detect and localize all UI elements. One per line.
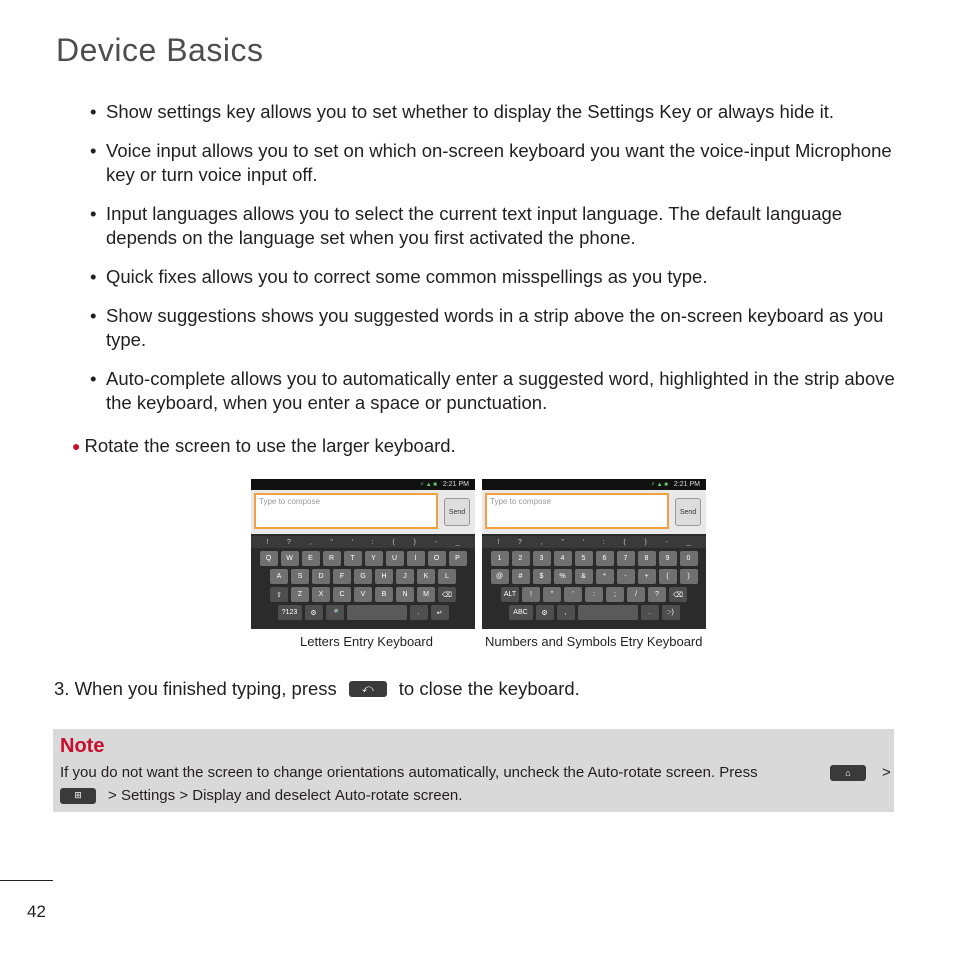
strip-key[interactable]: ' [582, 538, 584, 546]
compose-input[interactable]: Type to compose [254, 493, 438, 529]
strip-key[interactable]: _ [686, 538, 691, 546]
keyboard [482, 548, 706, 626]
strip-key[interactable]: : [602, 538, 605, 546]
send-button[interactable]: Send [675, 498, 701, 526]
note-text-line2 [60, 787, 462, 804]
key[interactable]: D [312, 569, 330, 584]
bullet-dot: • [90, 101, 97, 122]
list-item [88, 304, 908, 352]
key[interactable]: / [627, 587, 645, 602]
tip-marker-icon: ● [72, 438, 81, 454]
backspace-key-icon[interactable]: ⌫ [669, 587, 687, 602]
step-text-suffix: to close the keyboard. [398, 678, 580, 699]
key[interactable]: E [302, 551, 320, 566]
keyboard-row [253, 551, 473, 566]
keyboard-row [484, 605, 704, 620]
key[interactable]: ? [648, 587, 666, 602]
key[interactable]: . [410, 605, 428, 620]
status-time: 2:21 PM [673, 481, 700, 488]
bullet-dot: • [90, 368, 97, 389]
key[interactable]: 9 [659, 551, 677, 566]
note-text: If you do not want the screen to change orientations automatically, uncheck the Auto-rotate screen. Press [60, 764, 758, 781]
key[interactable]: H [375, 569, 393, 584]
bullet-text: allows you to correct some common misspellings as you type. [196, 266, 708, 287]
key[interactable]: ' [564, 587, 582, 602]
tip-text: Rotate the screen to use the larger keyboard. [84, 435, 456, 456]
key[interactable]: 2 [512, 551, 530, 566]
note-end: . [458, 787, 463, 804]
suggestion-strip [482, 536, 706, 548]
list-item [88, 100, 908, 124]
keyboard-row [253, 569, 473, 584]
key[interactable]: M [417, 587, 435, 602]
key[interactable]: X [312, 587, 330, 602]
key[interactable]: , [557, 605, 575, 620]
key[interactable]: 3 [533, 551, 551, 566]
key[interactable]: ) [680, 569, 698, 584]
key[interactable]: - [617, 569, 635, 584]
strip-key[interactable]: : [371, 538, 374, 546]
bullet-term: Input languages [106, 203, 238, 224]
list-item [88, 139, 908, 187]
key[interactable]: P [449, 551, 467, 566]
bullet-term: Voice input [106, 140, 197, 161]
strip-key[interactable]: ( [623, 538, 626, 546]
keyboard-row [484, 551, 704, 566]
tip-line [72, 434, 456, 458]
list-item [88, 265, 908, 289]
space-key[interactable] [347, 605, 407, 620]
space-key[interactable] [578, 605, 638, 620]
note-box [53, 729, 894, 812]
home-key-icon: ⌂ [830, 765, 866, 781]
display-term: Display [192, 787, 242, 804]
key[interactable]: B [375, 587, 393, 602]
key[interactable]: S [291, 569, 309, 584]
bullet-dot: • [90, 305, 97, 326]
strip-key[interactable]: - [434, 538, 437, 546]
key[interactable]: . [641, 605, 659, 620]
key[interactable]: + [638, 569, 656, 584]
bullet-dot: • [90, 203, 97, 224]
page-number: 42 [27, 902, 46, 921]
key[interactable]: N [396, 587, 414, 602]
key[interactable]: K [417, 569, 435, 584]
strip-key[interactable]: ? [287, 538, 291, 546]
compose-input[interactable]: Type to compose [485, 493, 669, 529]
symbols-key[interactable]: ?123 [278, 605, 302, 620]
strip-key[interactable]: , [309, 538, 312, 546]
status-bar [482, 479, 706, 490]
numbers-keyboard-screenshot [482, 479, 706, 629]
key[interactable]: G [354, 569, 372, 584]
strip-key[interactable]: ! [497, 538, 500, 546]
strip-key[interactable]: ' [351, 538, 353, 546]
smiley-key[interactable]: :-) [662, 605, 680, 620]
key[interactable]: % [554, 569, 572, 584]
status-icons: ⚡ ▲ ■ [419, 482, 437, 488]
compose-area [251, 490, 475, 534]
list-item [88, 202, 908, 250]
key[interactable]: 1 [491, 551, 509, 566]
key[interactable]: 8 [638, 551, 656, 566]
status-bar [251, 479, 475, 490]
key[interactable]: @ [491, 569, 509, 584]
bullet-dot: • [90, 140, 97, 161]
key[interactable]: " [543, 587, 561, 602]
key[interactable]: Z [291, 587, 309, 602]
key[interactable]: Y [365, 551, 383, 566]
strip-key[interactable]: ) [644, 538, 647, 546]
key[interactable]: : [585, 587, 603, 602]
key[interactable]: L [438, 569, 456, 584]
keyboard [251, 548, 475, 626]
keyboard-row [253, 605, 473, 620]
alt-key[interactable]: ALT [501, 587, 519, 602]
key[interactable]: O [428, 551, 446, 566]
step-3 [54, 677, 580, 701]
settings-key-icon[interactable]: ⚙ [536, 605, 554, 620]
send-button[interactable]: Send [444, 498, 470, 526]
key[interactable]: Q [260, 551, 278, 566]
bullet-term: Auto-complete [106, 368, 226, 389]
key[interactable]: ( [659, 569, 677, 584]
strip-key[interactable]: " [561, 538, 564, 546]
key[interactable]: ! [522, 587, 540, 602]
strip-key[interactable]: _ [455, 538, 460, 546]
key[interactable]: 5 [575, 551, 593, 566]
key[interactable]: * [596, 569, 614, 584]
list-item [88, 367, 908, 415]
key[interactable]: # [512, 569, 530, 584]
keyboard-row [484, 587, 704, 602]
footer-rule [0, 880, 53, 881]
key[interactable]: T [344, 551, 362, 566]
key[interactable]: I [407, 551, 425, 566]
key[interactable]: $ [533, 569, 551, 584]
bullet-term: Show settings key [106, 101, 256, 122]
menu-key-icon: ⊞ [60, 788, 96, 804]
separator: > [179, 787, 189, 804]
page-title: Device Basics [56, 32, 264, 68]
key[interactable]: U [386, 551, 404, 566]
abc-key[interactable]: ABC [509, 605, 533, 620]
key[interactable]: R [323, 551, 341, 566]
bullet-dot: • [90, 266, 97, 287]
bullet-text: shows you suggested words in a strip above the on-screen keyboard as you type. [106, 305, 884, 350]
settings-bullet-list [88, 100, 908, 430]
key[interactable]: W [281, 551, 299, 566]
status-icons: ⚡ ▲ ■ [650, 482, 668, 488]
strip-key[interactable]: , [540, 538, 543, 546]
suggestion-strip [251, 536, 475, 548]
bullet-text: allows you to automatically enter a suggested word, highlighted in the strip above the keyboard, when you enter a space or punctuation. [106, 368, 895, 413]
letters-keyboard-screenshot [251, 479, 475, 629]
status-time: 2:21 PM [442, 481, 469, 488]
enter-key-icon[interactable]: ↵ [431, 605, 449, 620]
key[interactable]: 6 [596, 551, 614, 566]
key[interactable]: 7 [617, 551, 635, 566]
bullet-text: allows you to set on which on-screen keyboard you want the voice-input Microphone key or turn voice input off. [106, 140, 892, 185]
key[interactable]: F [333, 569, 351, 584]
auto-rotate-term: Auto-rotate screen [334, 787, 459, 804]
shift-key-icon[interactable]: ⇧ [270, 587, 288, 602]
letters-keyboard-caption: Letters Entry Keyboard [300, 634, 433, 649]
separator: > [882, 764, 891, 781]
back-key-icon: ⤺ [349, 681, 387, 697]
bullet-term: Show suggestions [106, 305, 257, 326]
bullet-term: Quick fixes [106, 266, 197, 287]
strip-key[interactable]: ? [518, 538, 522, 546]
note-mid-text: and deselect [245, 787, 331, 804]
backspace-key-icon[interactable]: ⌫ [438, 587, 456, 602]
strip-key[interactable]: - [665, 538, 668, 546]
step-text-prefix: 3. When you finished typing, press [54, 678, 337, 699]
key[interactable]: A [270, 569, 288, 584]
strip-key[interactable]: ( [392, 538, 395, 546]
key[interactable]: C [333, 587, 351, 602]
strip-key[interactable]: " [330, 538, 333, 546]
key[interactable]: V [354, 587, 372, 602]
settings-term: Settings [120, 787, 176, 804]
microphone-key-icon[interactable]: 🎤 [326, 605, 344, 620]
compose-area [482, 490, 706, 534]
note-title: Note [60, 735, 105, 757]
key[interactable]: 4 [554, 551, 572, 566]
keyboard-row [484, 569, 704, 584]
settings-key-icon[interactable]: ⚙ [305, 605, 323, 620]
key[interactable]: 0 [680, 551, 698, 566]
bullet-text: allows you to set whether to display the Settings Key or always hide it. [255, 101, 835, 122]
numbers-keyboard-caption: Numbers and Symbols Etry Keyboard [485, 634, 703, 649]
bullet-text: allows you to select the current text input language. The default language depends on the language set when you first activated the phone. [106, 203, 843, 248]
strip-key[interactable]: ) [413, 538, 416, 546]
separator: > [108, 787, 117, 804]
keyboard-row [253, 587, 473, 602]
key[interactable]: J [396, 569, 414, 584]
key[interactable]: & [575, 569, 593, 584]
key[interactable]: ; [606, 587, 624, 602]
strip-key[interactable]: ! [266, 538, 269, 546]
